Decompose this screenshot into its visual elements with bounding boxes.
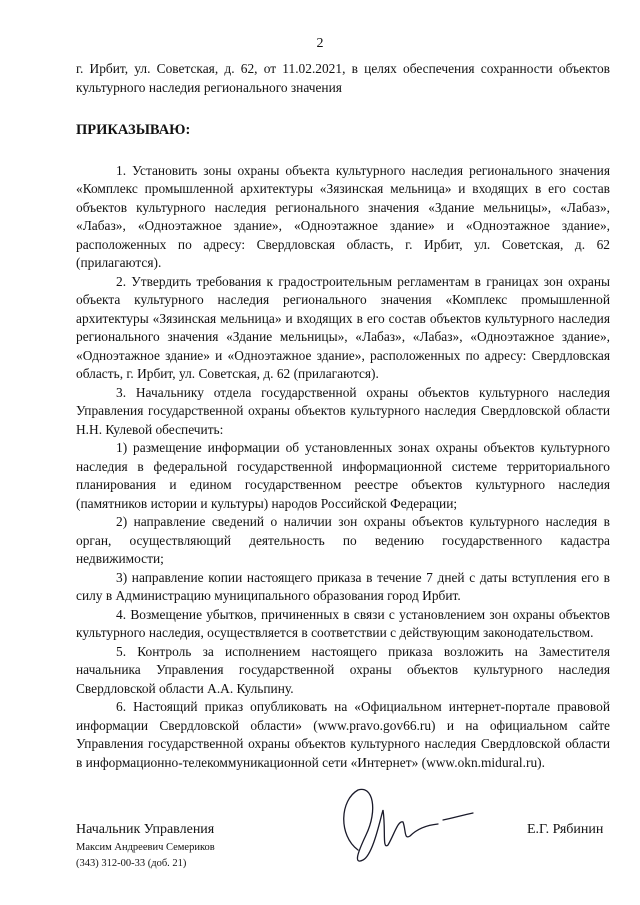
order-heading: ПРИКАЗЫВАЮ: xyxy=(76,122,191,138)
paragraph-1: 1. Установить зоны охраны объекта культурного наследия регионального значения «Комплекс промышленной архитектуры «Зязинская мельница» и входящих в его состав объектов культурного наследия регионального значения «Здание мельницы», «Лабаз», «Лабаз», «Одноэтажное здание», «Одноэтажное здание» и «Одноэтажное здание», расположенных по адресу: Свердловская область, г. Ирбит, ул. Советская, д. 62 (прилагаются). xyxy=(76,162,610,270)
paragraph-3-3: 3) направление копии настоящего приказа в течение 7 дней с даты вступления его в силу в Администрацию муниципального образования город Ирбит. xyxy=(76,569,610,603)
paragraph-3-1: 1) размещение информации об установленных зонах охраны объектов культурного наследия в федеральной государственной информационной системе территориального планирования и едином государственном реестре объектов культурного наследия (памятников истории и культуры) народов Российской Федерации; xyxy=(76,440,610,511)
executor-name: Максим Андреевич Семериков xyxy=(76,842,215,853)
signature-block xyxy=(76,822,215,870)
paragraph-3-2: 2) направление сведений о наличии зон охраны объектов культурного наследия в орган, осуществляющий деятельность по ведению государственного кадастра недвижимости; xyxy=(76,514,610,566)
paragraph-5: 5. Контроль за исполнением настоящего приказа возложить на Заместителя начальника Управления государственной охраны объектов культурного наследия Свердловской области А.А. Кульпину. xyxy=(76,643,610,696)
executor-phone: (343) 312-00-33 (доб. 21) xyxy=(76,858,187,869)
paragraph-6: 6. Настоящий приказ опубликовать на «Официальном интернет-портале правовой информации Свердловской области» (www.pravo.gov66.ru) и на официальном сайте Управления государственной охраны объектов культурного наследия Свердловской области в информационно-телекоммуникационной сети «Интернет» (www.okn.midural.ru). xyxy=(76,699,610,770)
signer-position: Начальник Управления xyxy=(76,822,215,837)
paragraph-2: 2. Утвердить требования к градостроительным регламентам в границах зон охраны объекта культурного наследия регионального значения «Комплекс промышленной архитектуры «Зязинская мельница» и входящих в его состав объектов культурного наследия регионального значения «Здание мельницы», «Лабаз», «Лабаз», «Одноэтажное здание», «Одноэтажное здание» и «Одноэтажное здание», расположенных по адресу: Свердловская область, г. Ирбит, ул. Советская, д. 62 (прилагаются). xyxy=(76,273,610,381)
document-body xyxy=(76,60,610,772)
paragraph-4: 4. Возмещение убытков, причиненных в связи с установлением зон охраны объектов культурного наследия, осуществляется в соответствии с действующим законодательством. xyxy=(76,606,610,640)
signer-name: Е.Г. Рябинин xyxy=(527,822,604,837)
page-number: 2 xyxy=(316,36,324,51)
handwritten-signature xyxy=(328,780,478,870)
intro-text: г. Ирбит, ул. Советская, д. 62, от 11.02.2021, в целях обеспечения сохранности объектов культурного наследия регионального значения xyxy=(76,61,610,95)
paragraph-3: 3. Начальнику отдела государственной охраны объектов культурного наследия Управления государственной охраны объектов культурного наследия Свердловской области Н.Н. Кулевой обеспечить: xyxy=(76,384,610,437)
